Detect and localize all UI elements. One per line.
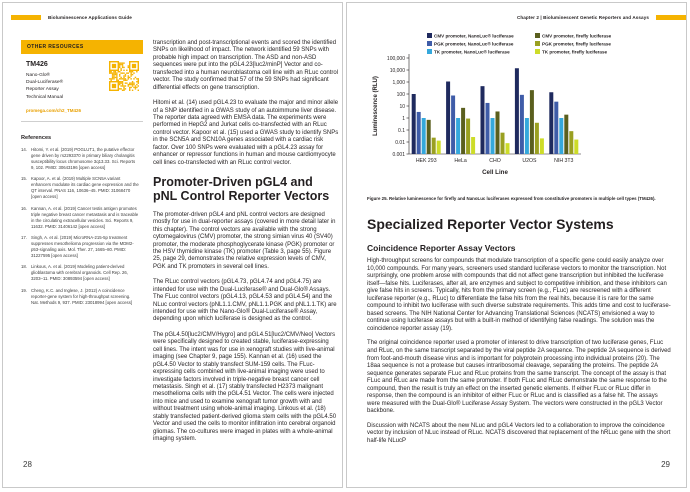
right-running-header xyxy=(347,3,686,20)
bar xyxy=(549,92,553,154)
bar xyxy=(501,133,505,154)
accent-bar xyxy=(11,15,41,20)
legend-label: PGK promoter, firefly luciferase xyxy=(542,41,611,47)
bar xyxy=(496,111,500,154)
y-tick-label: 0.1 xyxy=(398,127,405,134)
reference-item: 18. Linkous, A. et al. (2019) Modeling patient-derived glioblastoma with cerebral organoids. Cell Rep. 26, 3203–11. PMID: 30893594 [open access] xyxy=(21,264,128,282)
bar xyxy=(466,119,470,154)
x-tick-label: HEK 293 xyxy=(415,158,437,164)
body-paragraph: transcription and post-transcriptional events and scored the identified SNPs on likelihood of impact. The network identified 59 SNPs with probable high impact on transcription. The ASD and non-ASD sequences were put into the pGL4.23[luc2/minP] Vector and co-transfected into a human neuroblastoma cell line with an RLuc control vector. The study confirmed that 57 of the 59 SNPs had significant differential effects on gene transcription. xyxy=(153,40,339,91)
y-tick-label: 1 xyxy=(402,115,405,122)
legend-label: CMV promoter, NanoLuc® luciferase xyxy=(434,33,514,39)
bar xyxy=(554,102,558,154)
bar xyxy=(491,118,495,154)
reference-item: 15. Kapoor, A. et al. (2019) Multiple SCN5A variant enhancers modulate its cardiac gene expression and the QT interval. PNAS 116, 10636–45. PMID: 31068470 [open access] xyxy=(21,176,139,200)
sidebar xyxy=(21,40,143,451)
body-paragraph: High-throughput screens for compounds that modulate transcription of a specific gene could easily analyze over 10,000 compounds. For many years, screeners used standard luciferase vectors to monitor the transcription. Not surprisingly, one problem arose with compounds that did not affect gene transcription but inhibited the luciferase itself—false hits. Luciferases, after all, are enzymes and subject to competitive inhibition, and these inhibitors can give false hits in screens. Typically, hits from the primary screen (e.g., FLuc) are rescreened with a different luciferase reporter (e.g., RLuc) to differentiate the false hits from the real hits, because it is rare for the same compound to inhibit two luciferase with such diverse substrate requirements. This adds time and cost to luciferase-based screens. The NIH National Center for Advancing Translational Sciences (NCATS) envisioned a way to continue using luciferase assays but with a built-in method of identifying false readings. The solution was the coincidence reporter assay (19). xyxy=(367,258,671,332)
legend-swatch xyxy=(427,49,432,54)
bar xyxy=(574,140,578,154)
qr-code-icon xyxy=(109,61,139,91)
x-tick-label: HeLa xyxy=(454,158,467,164)
figure-25 xyxy=(367,28,672,201)
x-axis-title: Cell Line xyxy=(482,169,508,176)
accent-bar xyxy=(656,15,686,20)
y-tick-label: 100 xyxy=(396,91,405,98)
bar xyxy=(530,90,534,154)
bar xyxy=(417,112,421,154)
x-tick-label: U2OS xyxy=(522,158,537,164)
bar xyxy=(437,141,441,154)
left-page-content xyxy=(3,40,342,451)
bar xyxy=(535,123,539,154)
bar xyxy=(569,131,573,154)
y-tick-label: 0.01 xyxy=(395,139,405,146)
legend-label: PGK promoter, NanoLuc® luciferase xyxy=(434,41,514,47)
bar xyxy=(412,94,416,154)
bar xyxy=(446,82,450,154)
body-paragraph: The RLuc control vectors (pGL4.73, pGL4.74 and pGL4.75) are intended for use with the Dual-Luciferase® and Dual-Glo® Assays. The FLuc control vectors (pGL4.13, pGL4.53 and pGL4.54) and the NLuc control vectors (pNL1.1.CMV, pNL1.1.PGK and pNL1.1.TK) are intended for use with the Nano-Glo® Dual-Luciferase® Assay, depending upon which luciferase is designed as the control. xyxy=(153,279,337,323)
bar xyxy=(520,95,524,154)
references-heading: References xyxy=(21,134,52,141)
legend-label: TK promoter, firefly luciferase xyxy=(542,49,608,55)
bar xyxy=(506,143,510,154)
bar xyxy=(515,68,519,154)
subsection-heading: Coincidence Reporter Assay Vectors xyxy=(367,243,516,253)
bar xyxy=(525,118,529,154)
bar xyxy=(427,120,431,154)
body-paragraph: Discussion with NCATS about the new NLuc and pGL4 Vectors led to a collaboration to improve the coincidence vector by inclusion of NLuc instead of RLuc. NCATS discovered that replacement of the hRLuc gene with the short half-life NLucP xyxy=(367,422,671,445)
y-tick-label: 1,000 xyxy=(392,79,405,86)
bar xyxy=(451,95,455,154)
left-main-column xyxy=(153,40,339,451)
legend-label: CMV promoter, firefly luciferase xyxy=(542,33,612,39)
y-tick-label: 100,000 xyxy=(386,55,405,62)
references-list xyxy=(21,147,139,306)
page-left xyxy=(2,2,343,488)
section-heading-right: Specialized Reporter Vector Systems xyxy=(367,216,614,232)
y-tick-label: 0.001 xyxy=(392,151,405,158)
resource-doc-title: Nano-Glo® Dual-Luciferase® Reporter Assay Technical Manual xyxy=(26,73,64,100)
y-axis-title: Luminescence (RLU) xyxy=(373,76,379,136)
bar xyxy=(486,103,490,154)
references-section xyxy=(21,135,143,306)
legend-swatch xyxy=(427,41,432,46)
body-paragraph: The pGL4.50[luc2/CMV/Hygro] and pGL4.51[luc2/CMV/Neo] Vectors were specifically designed to created stable, luciferase-expressing cell lines. The intent was for use in xenograft studies with live-animal imaging (see Chapter 9, page 155). Kannan et al. (16) used the pGL4.50 Vector to stably transfect SUM-159 cells. The FLuc-expressing cells combined with live-animal imaging were used to investigate factors involved in triple-negative breast cancer cell metastasis. Singh et al. (17) stably transfected H2373 malignant mesothelioma cells with the pGL4.51 Vector. The cells were injected into mice and used to examine xenograft tumor growth with and without treatment using whole-animal imaging. Linkous et al. (18) stably transfected patient-derived glioma stem cells with the pGL4.50 Vector and used the cells to monitor infiltration into cerebral organoid gliomas. The co-cultures were imaged in plates with a whole-animal imaging system. xyxy=(153,331,337,442)
x-tick-label: NIH 3T3 xyxy=(554,158,574,164)
luminescence-bar-chart xyxy=(367,28,667,186)
bar xyxy=(564,115,568,154)
y-tick-label: 10,000 xyxy=(389,67,405,74)
reference-item: 19. Cheng, K.C. and Inglese, J. (2012) A coincidence reporter-gene system for high-throughput screening. Nat. Methods 9, 937. PMID: 23018994 [open access] xyxy=(21,287,133,305)
body-paragraph: The promoter-driven pGL4 and pNL control vectors are designed mostly for use in dual-reporter assays (covered in more detail later in this chapter). The control vectors are available with the strong cytomegalovirus (CMV) promoter, the strong simian virus 40 (SV40) promoter, the moderate phosphoglycerate kinase (PGK) promoter or the HSV thymidine kinase (TK) promoter (Table 3, page 55). Figure 25, page 29, demonstrates the relative expression levels of CMV, PGK and TK promoters in several cell lines. xyxy=(153,211,336,270)
bar xyxy=(481,86,485,154)
y-tick-label: 10 xyxy=(399,103,405,110)
reference-item: 17. Singh, A. et al. (2019) MicroRNA-215-5p treatment suppresses mesothelioma progression via the MDM2-p53-signaling axis. Mol. Ther. 27, 1665–80. PMID: 31227595 [open access] xyxy=(21,234,134,259)
legend-swatch xyxy=(535,49,540,54)
left-running-header xyxy=(3,3,342,20)
body-paragraph: The original coincidence reporter used a promoter of interest to drive transcription of two luciferase genes, FLuc and RLuc, on the same transcript separated by the viral peptide 2A sequence. The peptide 2A sequence is derived from foot-and-mouth disease virus and is important for polyprotein processing into individual proteins (20). The 18aa sequence is not a protease but causes intraribosomal cleavage, separating the proteins. The peptide 2A sequence generates separate FLuc and RLuc proteins from the same transcript. The concept of the assay is that FLuc and RLuc are made from the same promoter. If both FLuc and RLuc demonstrate the same response to the compound, then the result is truly an effect on the inserted genetic elements. If either FLuc or RLuc differ in response, then the compound is an inhibitor of either FLuc or RLuc and is classified as a false hit. The assays were measured with the Dual-Glo® Luciferase Assay System. The vectors were constructed in the pGL3 Vector backbone. xyxy=(367,340,671,415)
bar xyxy=(471,137,475,154)
reference-item: 16. Kannan, A. et al. (2019) Cancer testis antigen promotes triple negative breast cancer metastasis and is traceable in the circulating extracellular vesicles. Sci. Reports 9, 11632. PMID: 31406142 [open access] xyxy=(21,205,139,229)
legend-label: TK promoter, NanoLuc® luciferase xyxy=(434,49,510,55)
body-paragraph: Hitomi et al. (14) used pGL4.23 to evaluate the major and minor allele of a SNP identified in a GWAS study of an autoimmune liver disease. The reporter data agreed with EMSA data. The experiments were performed in HepG2 and Jurkat cells co-transfected with an RLuc control vector. Kapoor et al. (15) used a GWAS study to identify SNPs in the SCN5A and SCN10A genes associated with a cardiac risk factor. Over 100 SNPs were evaluated with a pGL4.23 assay for enhancer or repressor functions in human and mouse cardiomyocyte cell lines co-transfected with an RLuc control vector. xyxy=(153,100,339,166)
figure-caption: Figure 25. Relative luminescence for firefly and NanoLuc luciferases expressed from constitutive promoters in multiple cell types (TM426). xyxy=(367,196,656,201)
page-number-right: 29 xyxy=(661,460,670,469)
page-right xyxy=(346,2,687,488)
right-page-content xyxy=(347,20,686,446)
legend-swatch xyxy=(535,41,540,46)
section-heading-left: Promoter-Driven pGL4 and pNL Control Reporter Vectors xyxy=(153,175,330,204)
bar xyxy=(559,118,563,154)
other-resources-title: OTHER RESOURCES xyxy=(21,40,143,54)
legend-swatch xyxy=(535,33,540,38)
reference-item: 14. Hitomi, Y. et al. (2019) POGLUT1, the putative effector gene driven by rs2293370 in primary biliary cholangitis susceptibility locus chromosome 3q13.33. Sci. Reports 9, 102. PMID: 30643196 [open access] xyxy=(21,146,136,171)
page-number-left: 28 xyxy=(23,460,32,469)
other-resources-box xyxy=(21,40,143,122)
legend-swatch xyxy=(427,33,432,38)
resource-doc-id: TM426 xyxy=(26,61,48,68)
resource-link[interactable]: promega.com/ch2_TM426 xyxy=(26,107,82,113)
bar xyxy=(432,138,436,154)
bar xyxy=(422,118,426,154)
x-tick-label: CHO xyxy=(489,158,501,164)
running-header-title: Chapter 2 | Bioluminescent Genetic Reporters and Assays xyxy=(516,15,649,20)
bar xyxy=(456,118,460,154)
bar xyxy=(461,108,465,154)
running-header-title: Bioluminescence Applications Guide xyxy=(48,15,132,20)
bar xyxy=(540,138,544,154)
